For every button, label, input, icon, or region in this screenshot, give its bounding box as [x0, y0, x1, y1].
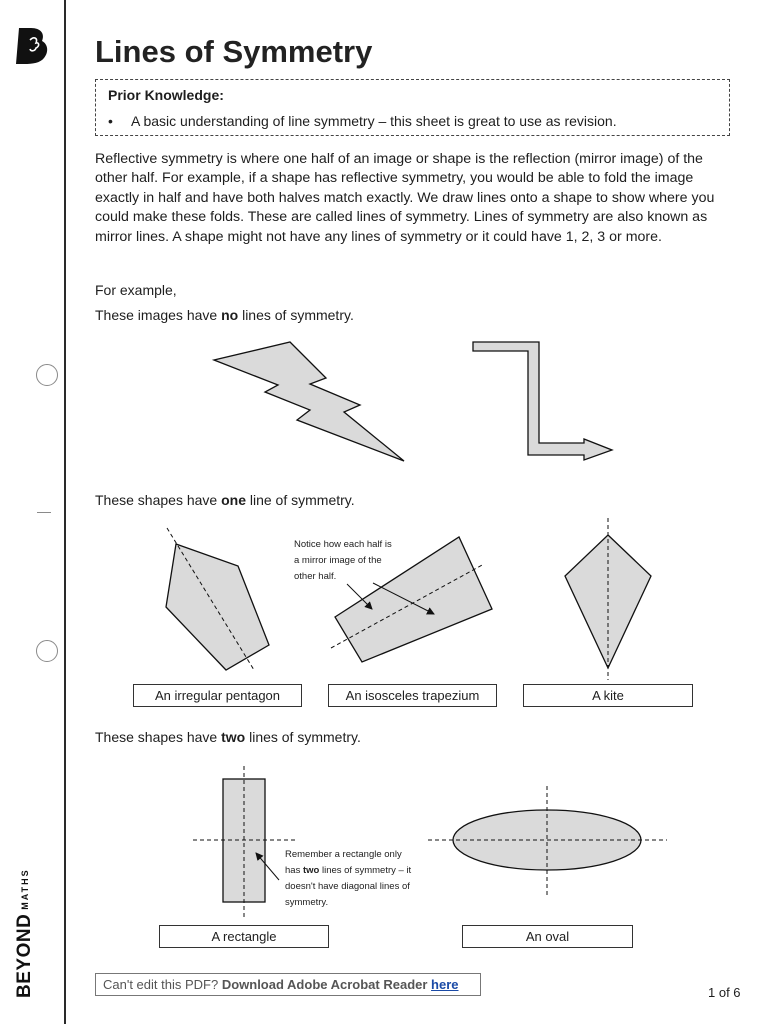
rectangle-note-line-2-bold: two: [302, 865, 320, 876]
brand-word: BEYOND: [14, 913, 35, 998]
rectangle-note-line-3: doesn't have diagonal lines of: [285, 881, 410, 892]
label-oval: An oval: [462, 925, 633, 948]
acrobat-download-link[interactable]: here: [431, 977, 459, 992]
rectangle-note: [285, 847, 411, 911]
prior-knowledge-text: A basic understanding of line symmetry – this sheet is great to use as revision.: [131, 113, 617, 129]
irregular-pentagon-shape: [166, 544, 269, 670]
rectangle-note-line-2: [285, 863, 411, 879]
rectangle-note-line-2-post: lines of symmetry – it: [319, 865, 412, 876]
label-rectangle: A rectangle: [159, 925, 329, 948]
trapezium-note-line-3: other half.: [294, 571, 337, 582]
prior-knowledge-heading: Prior Knowledge:: [108, 87, 224, 103]
lightning-bolt-shape: [214, 342, 404, 461]
trapezium-note-line-2: a mirror image of the: [294, 555, 382, 566]
bullet: •: [108, 113, 113, 129]
label-isosceles-trapezium: An isosceles trapezium: [328, 684, 497, 707]
trapezium-note-line-1: Notice how each half is: [294, 539, 392, 550]
heading-two-post: lines of symmetry.: [245, 729, 361, 745]
page-title: Lines of Symmetry: [95, 34, 373, 69]
rectangle-note-line-4: symmetry.: [285, 897, 329, 908]
acrobat-notice-pre: Can't edit this PDF?: [103, 977, 222, 992]
rectangle-note-line-2-pre: has: [285, 865, 303, 876]
acrobat-notice-bold: Download Adobe Acrobat Reader: [221, 977, 432, 992]
page-number: 1 of 6: [708, 985, 741, 1000]
acrobat-notice: [95, 973, 481, 996]
heading-one-pre: These shapes have: [95, 492, 222, 508]
heading-two-pre: These shapes have: [95, 729, 222, 745]
label-kite: A kite: [523, 684, 693, 707]
trapezium-note: [294, 537, 392, 585]
label-irregular-pentagon: An irregular pentagon: [133, 684, 302, 707]
for-example-text: For example,: [95, 282, 177, 298]
heading-one-post: line of symmetry.: [245, 492, 355, 508]
bent-arrow-shape: [473, 342, 612, 460]
heading-no-pre: These images have: [95, 307, 222, 323]
rectangle-note-line-1: Remember a rectangle only: [285, 849, 402, 860]
heading-two-bold: two: [221, 729, 246, 745]
heading-no-bold: no: [221, 307, 239, 323]
brand-sub: MATHS: [20, 868, 30, 910]
heading-one-bold: one: [221, 492, 246, 508]
intro-paragraph: Reflective symmetry is where one half of an image or shape is the reflection (mirror image) of the other half. For example, if a shape has reflective symmetry, you would be able to fold the image exactly in half and have both halves match exactly. We draw lines onto a shape to show where you could make these folds. These are called lines of symmetry. Lines of symmetry are also known as mirror lines. A shape might not have any lines of symmetry or it could have 1, 2, 3 or more.: [95, 151, 715, 245]
heading-no-post: lines of symmetry.: [238, 307, 354, 323]
